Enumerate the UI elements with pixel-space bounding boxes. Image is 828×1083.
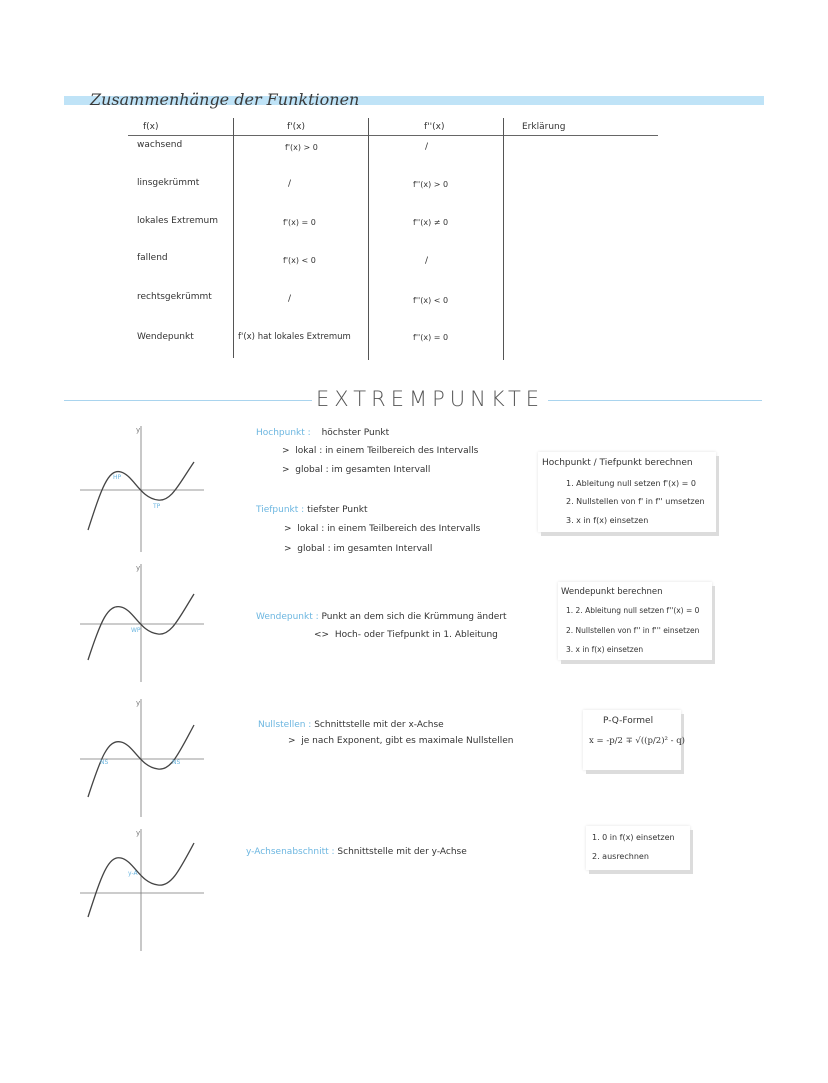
nullstellen-label: Nullstellen :	[258, 720, 312, 730]
table-header-erklaerung: Erklärung	[522, 122, 566, 132]
card-step: 1. Ableitung null setzen f'(x) = 0	[566, 479, 696, 488]
table-cell: lokales Extremum	[137, 216, 218, 226]
svg-text:WP: WP	[131, 627, 141, 634]
card-step: 1. 0 in f(x) einsetzen	[592, 833, 675, 842]
tiefpunkt-block	[256, 505, 368, 515]
svg-text:NS: NS	[100, 759, 109, 766]
table-cell: /	[288, 294, 292, 304]
card-wende-berechnen	[558, 582, 712, 660]
table-divider	[503, 118, 504, 360]
card-title: P-Q-Formel	[603, 716, 654, 726]
hochpunkt-text: höchster Punkt	[321, 428, 390, 438]
card-title: Hochpunkt / Tiefpunkt berechnen	[542, 458, 693, 468]
y-axis-label: y	[136, 829, 141, 837]
table-divider	[368, 118, 369, 360]
card-step: 1. 2. Ableitung null setzen f''(x) = 0	[566, 606, 700, 615]
y-axis-label: y	[136, 426, 141, 434]
wendepunkt-sub: <> Hoch- oder Tiefpunkt in 1. Ableitung	[314, 630, 498, 640]
table-header-f2x: f''(x)	[424, 122, 445, 132]
table-cell: f'(x) hat lokales Extremum	[238, 332, 351, 342]
table-cell: fallend	[137, 253, 168, 263]
table-cell: Wendepunkt	[137, 332, 194, 342]
graph-y-achse	[76, 825, 206, 955]
pq-formula: x = -p/2 ∓ √((p/2)² - q)	[589, 736, 685, 746]
graph-nullstellen	[76, 695, 206, 820]
hochpunkt-label: Hochpunkt :	[256, 428, 311, 438]
yachse-text: Schnittstelle mit der y-Achse	[337, 847, 467, 857]
table-cell: /	[288, 179, 292, 189]
nullstellen-sub-text: je nach Exponent, gibt es maximale Nullstellen	[301, 736, 514, 746]
hochpunkt-block	[256, 428, 389, 438]
y-axis-label: y	[136, 699, 141, 707]
svg-text:y-A: y-A	[128, 870, 138, 877]
table-cell: /	[425, 256, 429, 266]
card-step: 2. Nullstellen von f' in f'' umsetzen	[566, 497, 705, 506]
table-cell: f''(x) < 0	[413, 296, 449, 305]
nullstellen-sub: > je nach Exponent, gibt es maximale Nullstellen	[288, 736, 514, 746]
card-hochtief-berechnen	[538, 452, 716, 532]
table-cell: /	[425, 142, 429, 152]
card-yachse-berechnen	[586, 826, 690, 870]
table-cell: rechtsgekrümmt	[137, 292, 212, 302]
table-cell: f''(x) = 0	[413, 333, 449, 342]
wendepunkt-block	[256, 612, 507, 622]
tiefpunkt-label: Tiefpunkt :	[256, 505, 305, 515]
hochpunkt-lokal-text: lokal : in einem Teilbereich des Intervalls	[295, 446, 479, 456]
yachse-block	[246, 847, 467, 857]
card-pq-formel	[583, 710, 685, 770]
table-cell: wachsend	[137, 140, 183, 150]
y-axis-label: y	[136, 564, 141, 572]
table-divider	[233, 118, 234, 358]
tiefpunkt-lokal-text: lokal : in einem Teilbereich des Intervalls	[297, 524, 481, 534]
table-cell: f'(x) < 0	[283, 256, 316, 265]
table-cell: f''(x) > 0	[413, 180, 449, 189]
graph-wendepunkt	[76, 560, 206, 685]
card-step: 2. ausrechnen	[592, 852, 649, 861]
card-step: 3. x in f(x) einsetzen	[566, 645, 644, 654]
tiefpunkt-lokal: > lokal : in einem Teilbereich des Intervalls	[284, 524, 481, 534]
svg-text:TP: TP	[153, 503, 161, 510]
svg-text:HP: HP	[113, 474, 122, 481]
yachse-label: y-Achsenabschnitt :	[246, 847, 335, 857]
table-header-fx: f(x)	[143, 122, 159, 132]
section-title: EXTREMPUNKTE	[312, 387, 548, 411]
hochpunkt-global: > global : im gesamten Intervall	[282, 465, 431, 475]
tiefpunkt-global: > global : im gesamten Intervall	[284, 544, 433, 554]
nullstellen-text: Schnittstelle mit der x-Achse	[314, 720, 444, 730]
page-title: Zusammenhänge der Funktionen	[90, 90, 360, 109]
table-header-line	[128, 135, 658, 136]
table-header-f1x: f'(x)	[287, 122, 305, 132]
wendepunkt-label: Wendepunkt :	[256, 612, 319, 622]
card-step: 2. Nullstellen von f'' in f''' einsetzen	[566, 626, 700, 635]
table-cell: f''(x) ≠ 0	[413, 218, 449, 227]
table-cell: linsgekrümmt	[137, 178, 200, 188]
nullstellen-block	[258, 720, 444, 730]
hochpunkt-lokal: > lokal : in einem Teilbereich des Intervalls	[282, 446, 479, 456]
wendepunkt-text: Punkt an dem sich die Krümmung ändert	[321, 612, 507, 622]
graph-hoch-tief	[76, 420, 206, 555]
table-cell: f'(x) > 0	[285, 143, 318, 152]
tiefpunkt-global-text: global : im gesamten Intervall	[297, 544, 433, 554]
hochpunkt-global-text: global : im gesamten Intervall	[295, 465, 431, 475]
tiefpunkt-text: tiefster Punkt	[307, 505, 368, 515]
card-step: 3. x in f(x) einsetzen	[566, 516, 649, 525]
table-cell: f'(x) = 0	[283, 218, 316, 227]
card-title: Wendepunkt berechnen	[561, 587, 663, 597]
wendepunkt-sub-text: Hoch- oder Tiefpunkt in 1. Ableitung	[334, 630, 498, 640]
svg-text:NS: NS	[172, 759, 181, 766]
